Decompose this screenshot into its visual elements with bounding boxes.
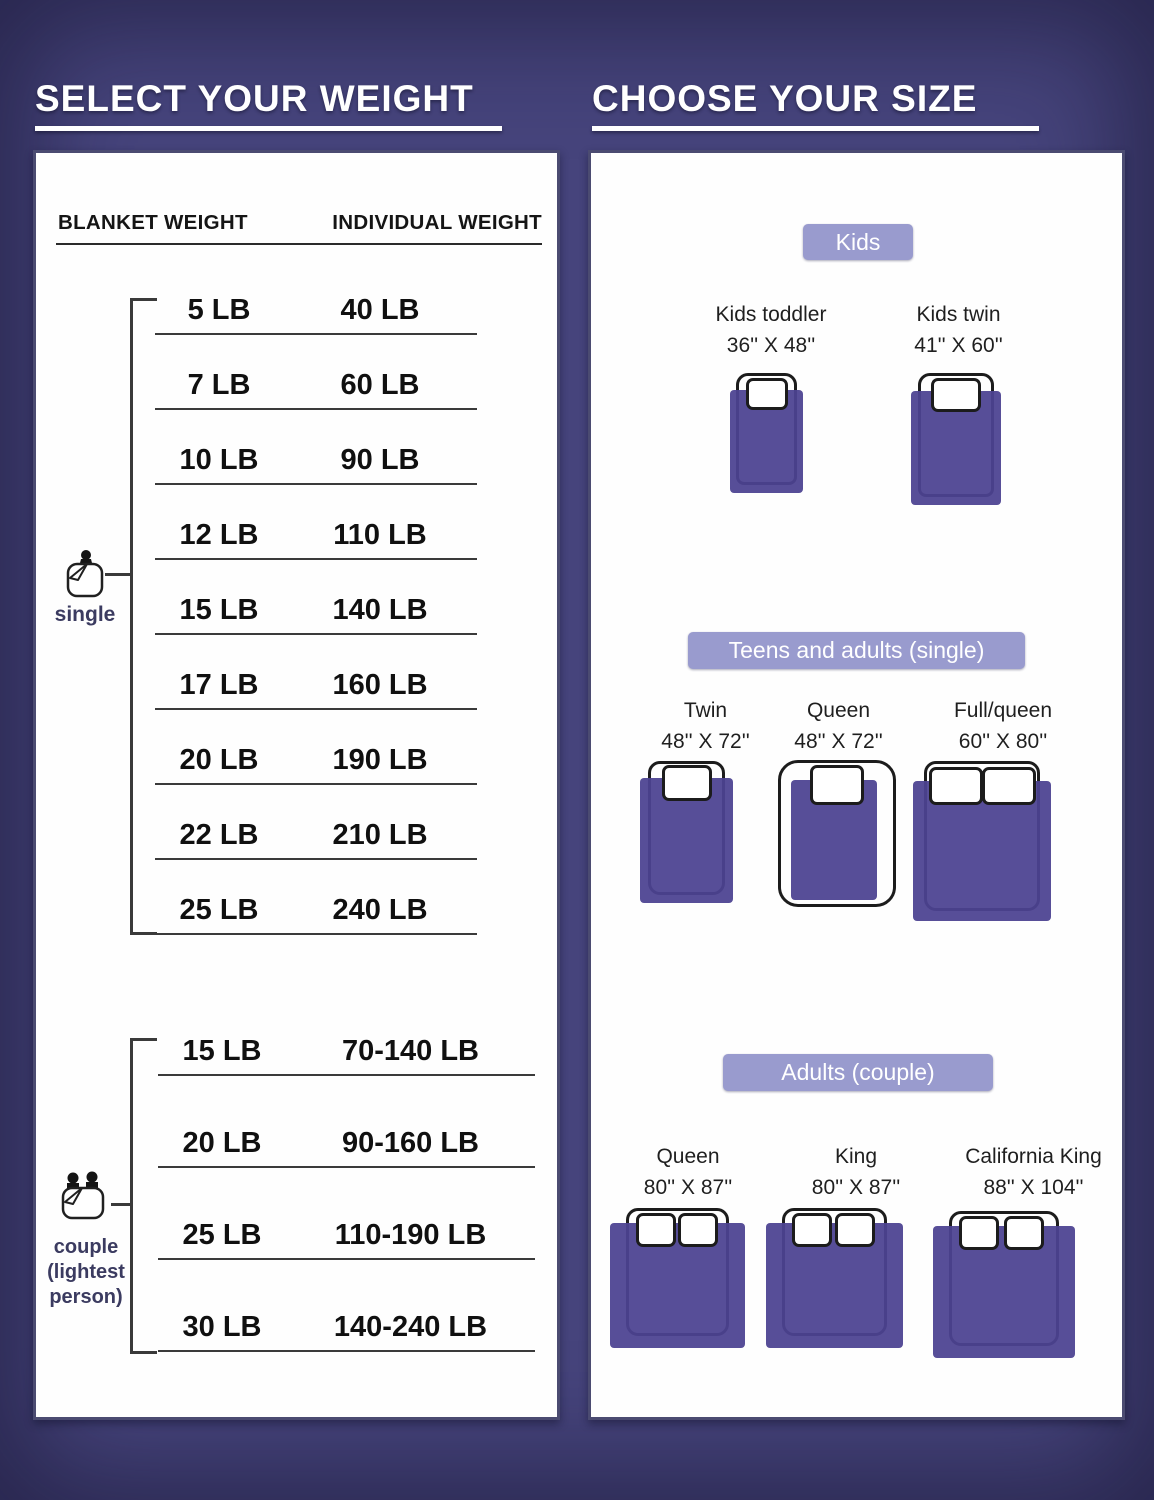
bed-pillow <box>929 767 983 805</box>
choose-size-title-underline <box>592 126 1039 131</box>
individual-weight-cell: 70-140 LB <box>341 1034 479 1067</box>
size-chart-card <box>588 150 1125 1420</box>
single-group-bracket-connector <box>105 573 130 576</box>
full-queen-label <box>923 695 1083 757</box>
adults-couple-section-badge: Adults (couple) <box>723 1054 993 1091</box>
couple-sleepers-icon <box>54 1171 112 1225</box>
bed-name: Queen <box>806 699 871 722</box>
table-row <box>155 663 477 710</box>
teens-adults-section-badge: Teens and adults (single) <box>688 632 1025 669</box>
couple-weight-rows <box>158 1028 535 1396</box>
single-sleeper-icon <box>62 549 108 601</box>
bed-pillow <box>959 1216 999 1250</box>
bed-size: 88'' X 104'' <box>983 1176 1084 1199</box>
blanket-weight-cell: 15 LB <box>179 594 259 626</box>
bed-name: Queen <box>656 1145 720 1168</box>
bed-size: 80'' X 87'' <box>811 1176 901 1199</box>
blanket-weight-cell: 7 LB <box>187 369 251 401</box>
couple-group-label <box>36 1235 136 1310</box>
blanket-weight-cell: 20 LB <box>182 1126 262 1159</box>
bed-pillow <box>792 1213 832 1247</box>
individual-weight-cell: 140 LB <box>332 594 428 626</box>
bed-pillow <box>982 767 1036 805</box>
bed-name: California King <box>965 1145 1102 1168</box>
blanket-weight-cell: 15 LB <box>182 1034 262 1067</box>
couple-label-line-1: couple <box>53 1236 119 1258</box>
bed-pillow <box>662 765 712 801</box>
blanket-weight-cell: 12 LB <box>179 519 259 551</box>
table-row <box>155 888 477 935</box>
blanket-weight-cell: 10 LB <box>179 444 259 476</box>
bed-pillow <box>1004 1216 1044 1250</box>
single-group-bracket-bottom-tick <box>130 932 157 935</box>
individual-weight-cell: 190 LB <box>332 744 428 776</box>
blanket-weight-cell: 5 LB <box>187 294 251 326</box>
single-group-bracket-top-tick <box>130 298 157 301</box>
bed-pillow <box>835 1213 875 1247</box>
blanket-weight-cell: 25 LB <box>179 894 259 926</box>
bed-pillow <box>678 1213 718 1247</box>
bed-name: Twin <box>683 699 728 722</box>
individual-weight-cell: 90-160 LB <box>341 1126 479 1159</box>
table-row <box>155 288 477 335</box>
kids-twin-label <box>881 299 1036 361</box>
column-header-underline <box>56 243 542 245</box>
blanket-weight-cell: 30 LB <box>182 1310 262 1343</box>
couple-group-bracket-connector <box>111 1203 130 1206</box>
table-row <box>155 513 477 560</box>
table-row <box>155 438 477 485</box>
bed-size: 80'' X 87'' <box>643 1176 733 1199</box>
king-label <box>791 1141 921 1203</box>
queen-couple-label <box>623 1141 753 1203</box>
queen-single-bed-illustration <box>778 760 896 907</box>
twin-label <box>643 695 768 757</box>
table-row <box>155 738 477 785</box>
individual-weight-cell: 240 LB <box>332 894 428 926</box>
select-weight-title: SELECT YOUR WEIGHT <box>35 78 474 119</box>
table-row <box>158 1304 535 1352</box>
california-king-label <box>946 1141 1121 1203</box>
bed-pillow <box>931 378 981 412</box>
bed-name: King <box>834 1145 878 1168</box>
single-group-bracket <box>130 298 133 935</box>
individual-weight-cell: 110-190 LB <box>334 1218 487 1251</box>
table-row <box>158 1212 535 1260</box>
kids-twin-bed-illustration <box>911 373 1001 505</box>
queen-couple-bed-illustration <box>610 1208 745 1348</box>
table-column-headers <box>58 211 542 235</box>
blanket-weight-cell: 22 LB <box>179 819 259 851</box>
couple-group-bracket-bottom-tick <box>130 1351 157 1354</box>
bed-name: Kids toddler <box>715 303 827 326</box>
bed-size: 48'' X 72'' <box>794 730 883 753</box>
bed-name: Full/queen <box>953 699 1053 722</box>
single-weight-rows <box>155 288 477 963</box>
bed-size: 41'' X 60'' <box>914 334 1003 357</box>
individual-weight-cell: 140-240 LB <box>333 1310 488 1343</box>
california-king-bed-illustration <box>933 1211 1075 1358</box>
blanket-weight-cell: 20 LB <box>179 744 259 776</box>
bed-pillow <box>810 765 864 805</box>
choose-size-title: CHOOSE YOUR SIZE <box>592 78 978 119</box>
queen-single-label <box>776 695 901 757</box>
individual-weight-cell: 90 LB <box>340 444 420 476</box>
table-row <box>158 1028 535 1076</box>
couple-label-line-2: (lightest <box>47 1261 125 1283</box>
individual-weight-column-header: INDIVIDUAL WEIGHT <box>332 211 542 234</box>
kids-toddler-label <box>691 299 851 361</box>
table-row <box>158 1120 535 1168</box>
bed-size: 36'' X 48'' <box>726 334 816 357</box>
twin-bed-illustration <box>640 761 733 903</box>
individual-weight-cell: 40 LB <box>340 294 420 326</box>
table-row <box>155 813 477 860</box>
couple-label-line-3: person) <box>49 1286 123 1308</box>
bed-name: Kids twin <box>916 303 1001 326</box>
king-bed-illustration <box>766 1208 903 1348</box>
blanket-weight-cell: 17 LB <box>179 669 259 701</box>
table-row <box>155 588 477 635</box>
kids-section-badge: Kids <box>803 224 913 260</box>
kids-toddler-bed-illustration <box>730 373 803 493</box>
bed-pillow <box>636 1213 676 1247</box>
select-weight-title-underline <box>35 126 502 131</box>
individual-weight-cell: 160 LB <box>332 669 428 701</box>
bed-size: 60'' X 80'' <box>958 730 1048 753</box>
individual-weight-cell: 210 LB <box>332 819 428 851</box>
blanket-weight-column-header: BLANKET WEIGHT <box>58 211 248 234</box>
couple-group-bracket-top-tick <box>130 1038 157 1041</box>
weight-table-card <box>33 150 560 1420</box>
single-group-label: single <box>54 603 116 626</box>
individual-weight-cell: 110 LB <box>333 519 427 551</box>
individual-weight-cell: 60 LB <box>340 369 420 401</box>
bed-size: 48'' X 72'' <box>661 730 750 753</box>
table-row <box>155 363 477 410</box>
blanket-weight-cell: 25 LB <box>182 1218 262 1251</box>
full-queen-bed-illustration <box>913 761 1051 921</box>
bed-pillow <box>746 378 788 410</box>
